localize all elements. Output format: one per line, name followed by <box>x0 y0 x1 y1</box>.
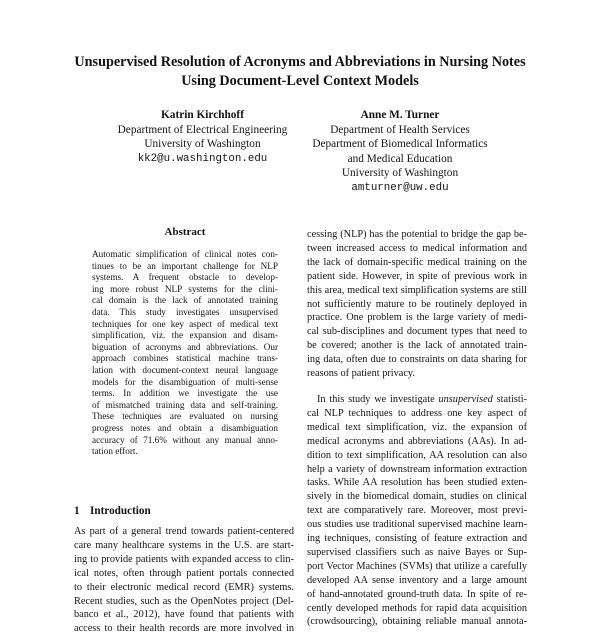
section-title: Introduction <box>90 505 151 517</box>
text-line: patient side. However, in spite of previous work in <box>307 270 527 282</box>
right-column-paragraph-1 <box>307 228 527 381</box>
text-line: tinues to be an important challenge for NLP <box>92 260 278 271</box>
text-line: be covered; another is the lack of annotated train- <box>307 340 527 352</box>
abstract-body <box>92 249 278 458</box>
text-line: developed AA sense inventory and a large amount <box>307 574 527 586</box>
text-line: access to their health records are more involved in <box>74 623 294 635</box>
text-line: (crowdsourcing), obtaining reliable manual annota- <box>307 616 527 628</box>
text-line: cently developed methods for rapid data acquisition <box>307 602 527 614</box>
text-line: cal domain is the lack of annotated training <box>92 295 278 306</box>
author-affiliation: and Medical Education <box>347 152 453 165</box>
text-line: cal sub-disciplines and document types that need to <box>307 326 527 338</box>
text-line: accuracy of 71.6% without any manual anno- <box>92 434 278 445</box>
text-line: techniques for one key aspect of medical text <box>92 318 278 329</box>
abstract-heading: Abstract <box>164 226 206 238</box>
text-line <box>307 393 527 407</box>
author-name: Anne M. Turner <box>360 109 440 121</box>
text-line: cessing (NLP) has the potential to bridge the gap be- <box>307 229 527 240</box>
text-line: ing techniques, consisting of feature extraction and <box>307 533 527 545</box>
text-line: data. This study investigates unsupervised <box>92 306 278 317</box>
text-line: ing to provide patients with expanded access to clin- <box>74 553 294 565</box>
text-line: biguation of acronyms and abbreviations. Our <box>92 341 278 352</box>
text-line: approach combines statistical machine trans- <box>92 353 278 364</box>
text-line: reasons of patient privacy. <box>307 368 415 380</box>
text-line: supervised classifiers such as naive Bayes or Sup- <box>307 546 527 558</box>
text-line: lation with document-context neural language <box>92 364 278 375</box>
text-line: These techniques are evaluated on nursing <box>92 411 278 422</box>
text-line: tation effort. <box>92 446 138 457</box>
author-affiliation: University of Washington <box>144 138 261 150</box>
text-run: statisti- <box>492 393 527 405</box>
author-affiliation: Department of Biomedical Informatics <box>312 138 488 150</box>
introduction-body <box>74 525 294 636</box>
text-line: medical acronyms and abbreviations (AAs). In ad- <box>307 435 527 447</box>
emphasized-term: unsupervised <box>438 393 493 405</box>
text-line: tasks. While AA resolution has been studied exten- <box>307 477 527 489</box>
text-line: of hand-annotated ground-truth data. In spite of re- <box>307 588 527 600</box>
author-name: Katrin Kirchhoff <box>161 109 244 121</box>
author-email: amturner@uw.edu <box>351 181 449 194</box>
text-line: ing more robust NLP systems for the clini- <box>92 283 278 294</box>
text-line: sively in the biomedical domain, studies on clinical <box>307 491 527 503</box>
author-affiliation: Department of Health Services <box>330 123 470 136</box>
text-line: of mismatched training data and self-training. <box>92 399 278 410</box>
text-line: As part of a general trend towards patient-centered <box>74 526 294 537</box>
text-line: to their electronic medical record (EMR) systems. <box>74 581 294 593</box>
section-heading-introduction <box>74 505 294 518</box>
text-line: Recent studies, such as the OpenNotes project (Del- <box>74 595 294 607</box>
text-line: medical text simplification, viz. the expansion of <box>307 421 527 433</box>
text-line: tween increased access to medical information and <box>307 242 527 254</box>
text-line: this area, medical text simplification systems are still <box>307 284 527 296</box>
right-column-paragraph-2 <box>307 393 527 629</box>
text-run: In this study we investigate <box>317 393 439 405</box>
text-line: models for the disambiguation of multi-sense <box>92 376 278 387</box>
text-line: the lack of domain-specific medical training on the <box>307 256 527 268</box>
section-number: 1 <box>74 505 80 517</box>
right-column-body <box>307 228 527 629</box>
paper-title-line-2: Using Document-Level Context Models <box>181 73 419 89</box>
text-line: progress notes and obtain a disambiguation <box>92 422 278 433</box>
text-line: not sufficiently mature to be routinely deployed in <box>307 298 527 310</box>
text-line: ing data, often due to constraints on data sharing for <box>307 354 527 366</box>
text-line: practice. One problem is the large variety of medi- <box>307 312 527 324</box>
text-line: simplification, viz. the expansion and disam- <box>92 330 278 341</box>
text-line: ous studies use traditional supervised machine learn- <box>307 519 527 531</box>
text-line: help a variety of downstream information extraction <box>307 463 527 475</box>
text-line: terms. In addition we investigate the use <box>92 388 278 399</box>
text-line: Automatic simplification of clinical notes con- <box>92 249 278 259</box>
paragraph-gap <box>307 381 527 393</box>
text-line: ical notes, often through patient portals connected <box>74 567 294 579</box>
author-block-2 <box>310 108 490 195</box>
text-line: care many healthcare systems in the U.S. are start- <box>74 539 294 551</box>
text-line: text are comparatively rare. Moreover, most previ- <box>307 505 527 517</box>
author-affiliation: University of Washington <box>341 167 459 179</box>
author-email: kk2@u.washington.edu <box>137 152 268 165</box>
author-affiliation: Department of Electrical Engineering <box>117 123 288 136</box>
text-line: port Vector Machines (SVMs) that utilize a carefully <box>307 560 527 572</box>
text-line: banco et al., 2012), have found that patients with <box>74 609 294 621</box>
paper-title-line-1: Unsupervised Resolution of Acronyms and Abbreviations in Nursing Notes <box>74 54 526 70</box>
text-line: dition to text simplification, AA resolution can also <box>307 449 527 461</box>
text-line: cal NLP techniques to address one key aspect of <box>307 407 527 419</box>
author-block-1 <box>110 108 295 166</box>
text-line: systems. A frequent obstacle to develop- <box>92 272 278 283</box>
